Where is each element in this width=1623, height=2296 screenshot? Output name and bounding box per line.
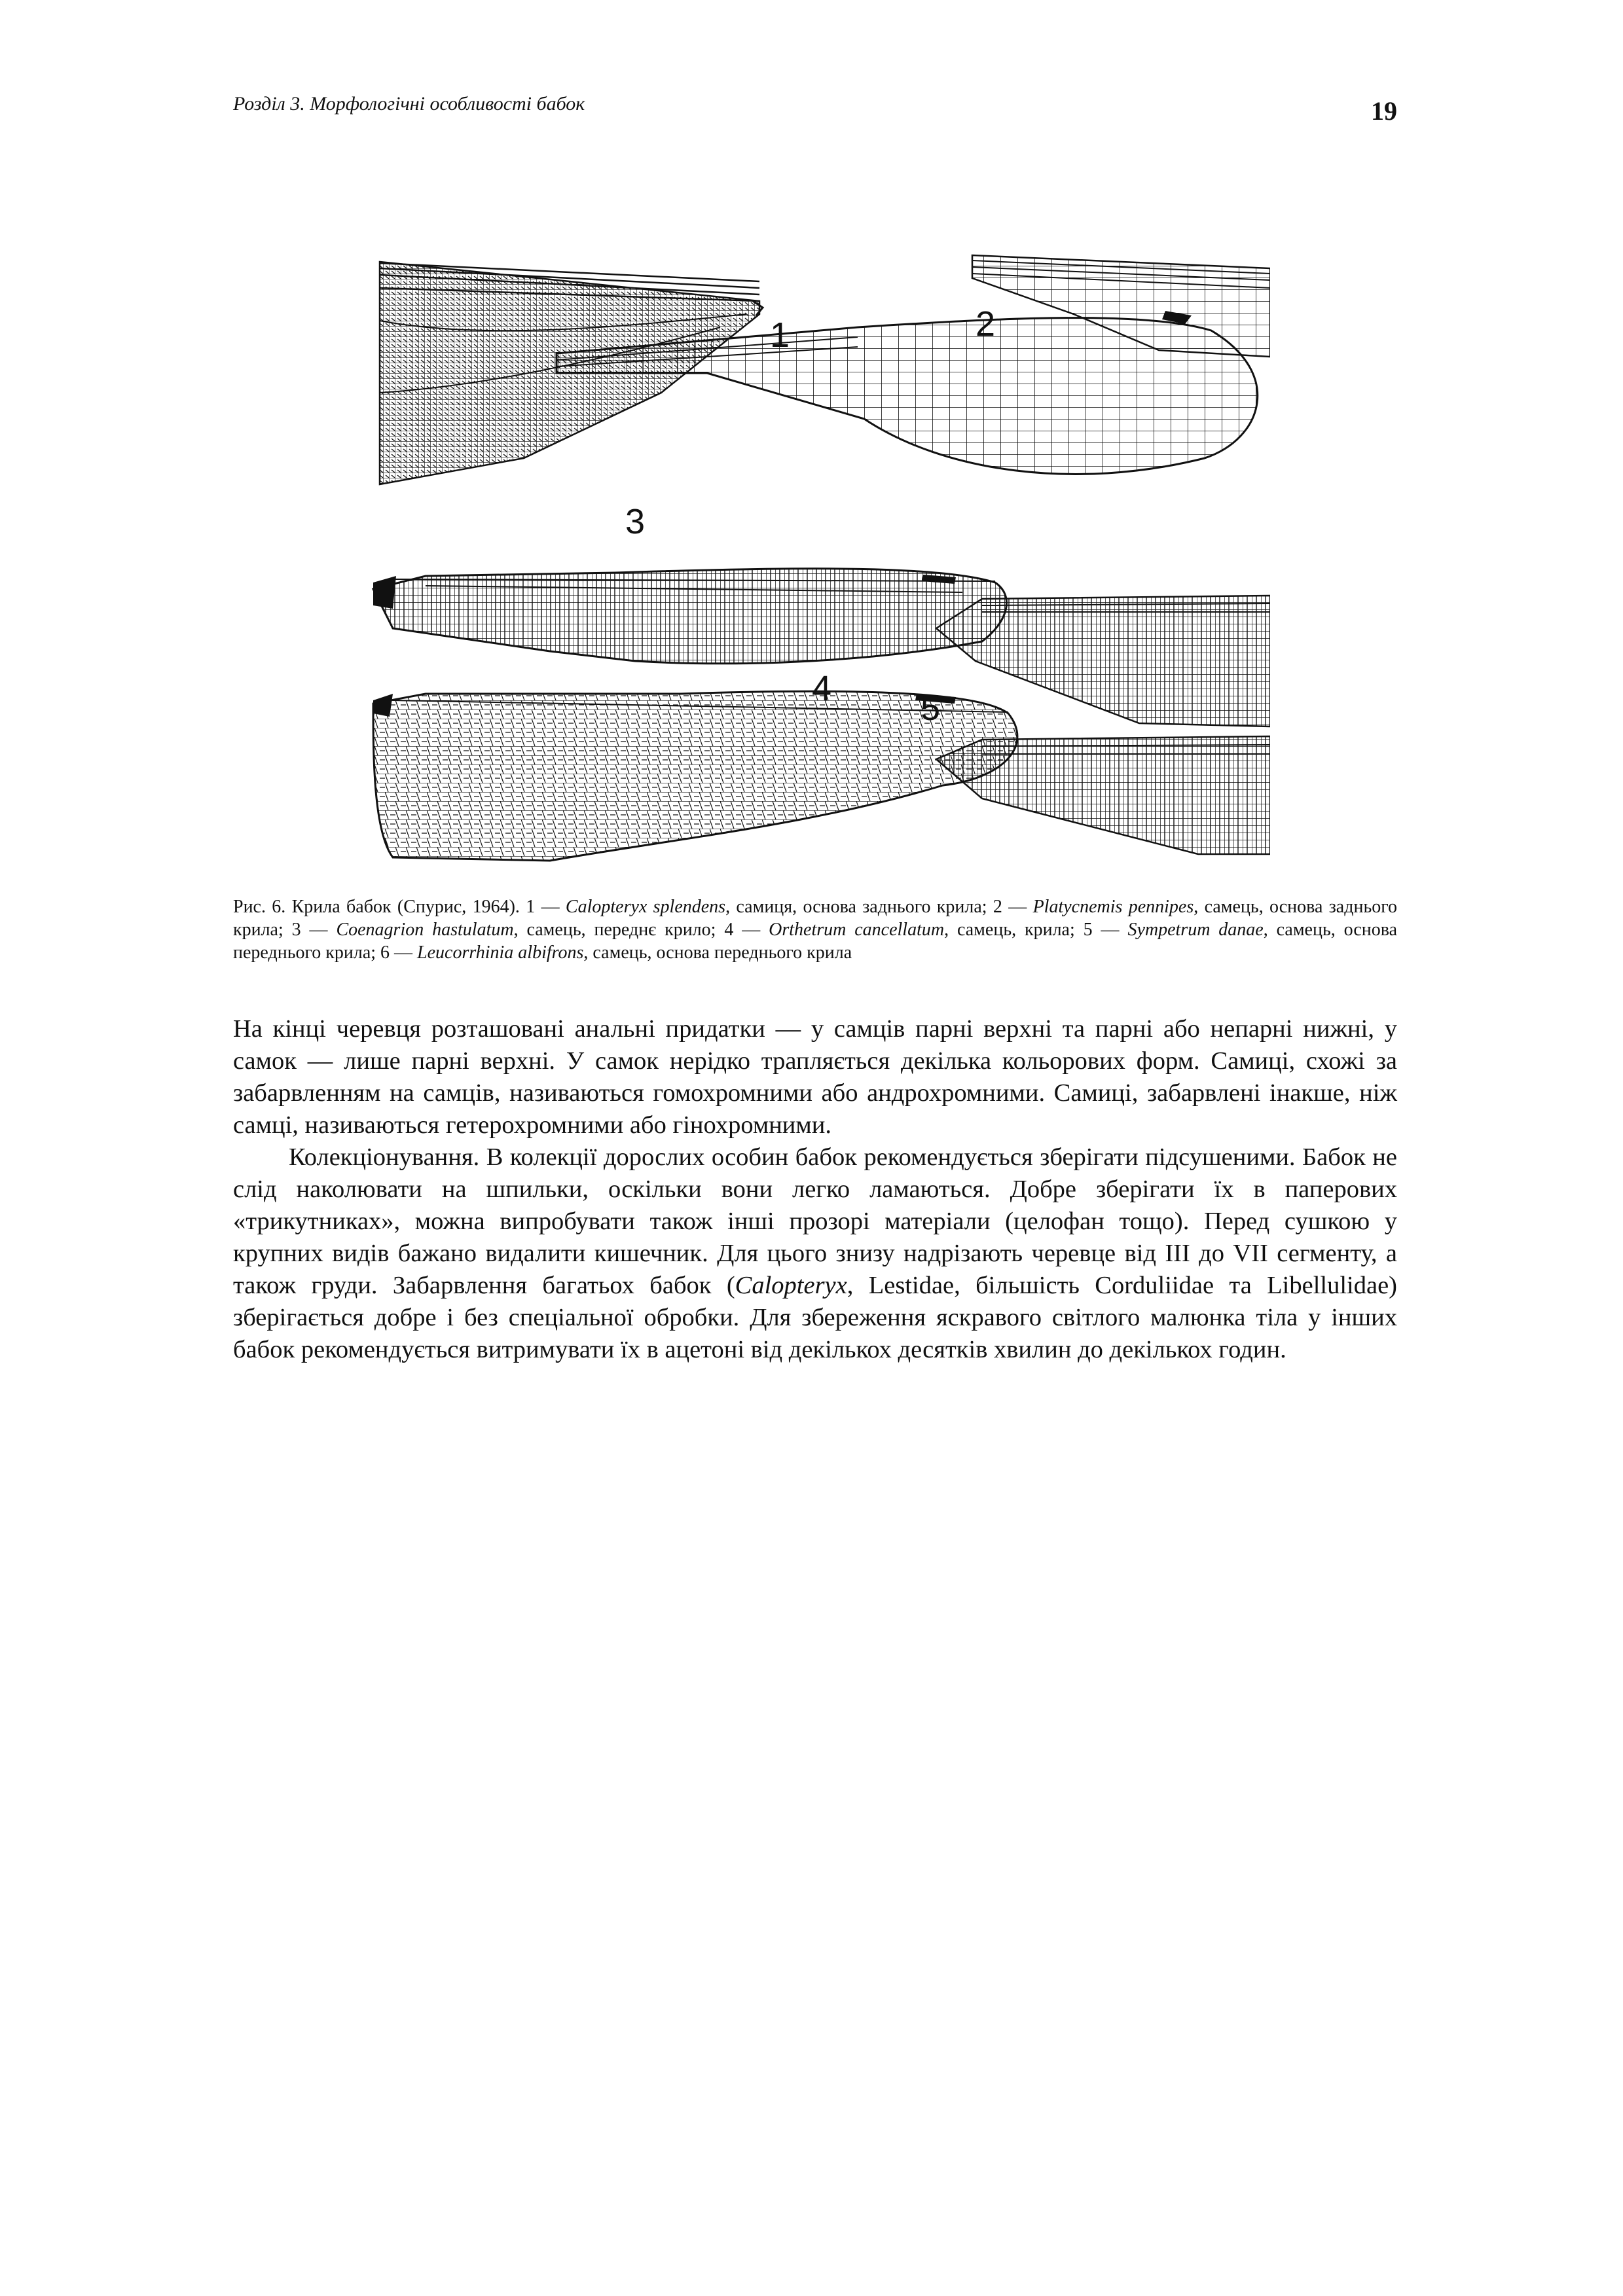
genus-calopteryx: Calopteryx — [735, 1272, 847, 1299]
paragraph-anal-appendages: На кінці черевця розташовані анальні придатки — у самців парні верхні та парні або непарні нижні, у самок — лише парні верхні. У самок нерідко трапляється декілька кольорових форм. Самиці, схожі за забарвленням на самців, називаються гомохромними або андрохромними. Самиці, забарвлені інакше, ніж самці, називаються гетерохромними або гінохромними. — [233, 1015, 1397, 1139]
caption-text: , самець, основа заднього крила; 3 — — [233, 897, 1398, 940]
caption-species-1: Calopteryx splendens — [565, 897, 726, 917]
caption-species-4: Orthetrum cancellatum — [769, 920, 945, 940]
figure-label-4: 4 — [812, 669, 832, 708]
caption-text: , самиця, основа заднього крила; 2 — — [725, 897, 1033, 917]
figure-caption — [233, 895, 1397, 964]
caption-species-6: Leucorrhinia albifrons — [417, 942, 584, 963]
page-number: 19 — [1371, 96, 1397, 126]
paragraph-collecting — [233, 1141, 1397, 1366]
wing-5-hind — [936, 736, 1270, 854]
caption-species-2: Platycnemis pennipes — [1032, 897, 1194, 917]
caption-text: , самець, переднє крило; 4 — — [513, 920, 769, 940]
caption-species-3: Coenagrion hastulatum — [336, 920, 514, 940]
caption-text: , самець, основа переднього крила — [583, 942, 852, 963]
wing-figure — [354, 242, 1270, 870]
figure-label-5: 5 — [921, 689, 941, 728]
caption-text: , самець, основа переднього крила; 6 — — [233, 920, 1398, 963]
paragraph-text: Колекціонування. В колекції дорослих особин бабок рекомендується зберігати підсушеними. Бабок не слід наколювати на шпильки, оскільки вони легко ламаються. Добре зберігати їх в паперових «трикутниках», можна випробувати також інші прозорі матеріали (целофан тощо). Перед сушкою у крупних видів бажано видалити кишечник. Для цього знизу надрізають черевце від III до VII сегменту, а також груди. Забарвлення багатьох бабок ( — [233, 1143, 1397, 1299]
caption-text: , самець, крила; 5 — — [944, 920, 1128, 940]
body-text — [233, 1013, 1397, 1366]
caption-text: Рис. 6. Крила бабок (Спурис, 1964). 1 — — [233, 897, 566, 917]
wing-4-fore — [373, 569, 1006, 664]
caption-species-5: Sympetrum danae — [1127, 920, 1264, 940]
wing-illustration — [354, 242, 1270, 870]
figure-label-3: 3 — [625, 502, 646, 541]
paragraph-text: , Lestidae, більшість Corduliidae та Libellulidae) зберігається добре і без спеціальної обробки. Для збереження яскравого світлого малюнка тіла у інших бабок рекомендується витримувати їх в ацетоні від декількох десятків хвилин до декількох годин. — [233, 1272, 1397, 1363]
running-title: Розділ 3. Морфологічні особливості бабок — [233, 93, 585, 115]
